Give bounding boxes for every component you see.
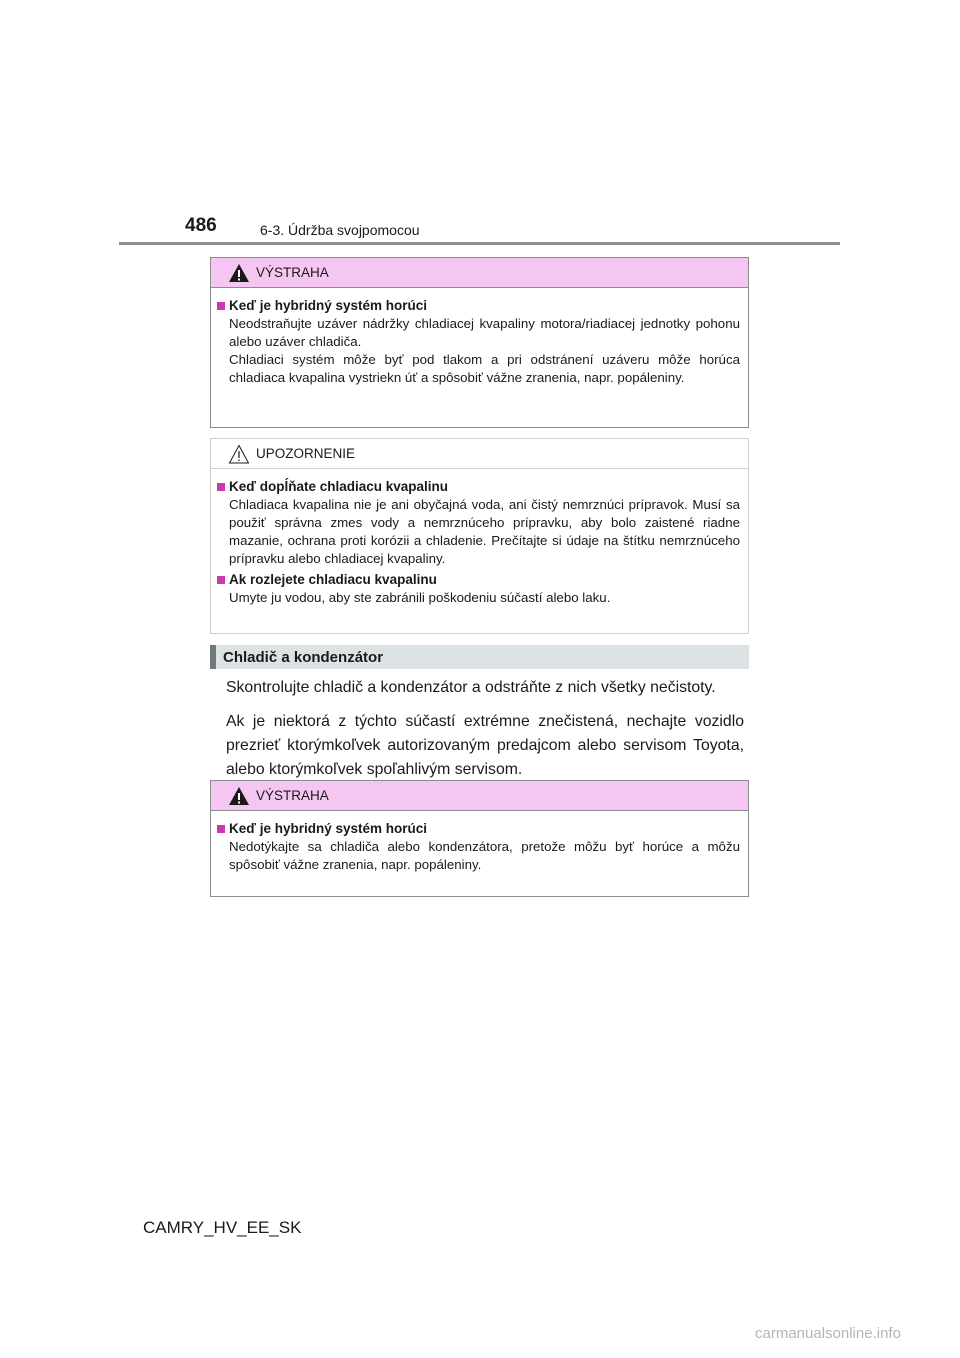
caution-box-coolant [210, 438, 749, 634]
warning-box-header [211, 258, 748, 288]
warning-label: VÝSTRAHA [256, 265, 329, 280]
item-text: Chladiaci systém môže byť pod tlakom a pri odstránení uzáveru môže horúca chladiaca kvapalina vystriekn úť a spôsobiť vážne zranenia, napr. popáleniny. [229, 352, 740, 385]
section-title: 6-3. Údržba svojpomocou [260, 222, 420, 238]
item-title: Keď je hybridný systém horúci [217, 298, 740, 313]
item-text: Chladiaca kvapalina nie je ani obyčajná voda, ani čistý nemrznúci prípravok. Musí sa použiť správna zmes vody a nemrznúceho prípravku, aby bolo zaistené riadne mazanie, ochrana proti korózii a chladenie. Prečítajte si údaje na štítku nemrznúceho prípravku alebo chladiacej kvapaliny. [229, 497, 740, 566]
item-title: Keď dopĺňate chladiacu kvapalinu [217, 479, 740, 494]
item-text: Umyte ju vodou, aby ste zabránili poškodeniu súčastí alebo laku. [229, 590, 611, 605]
page-number: 486 [185, 215, 217, 236]
item-title: Keď je hybridný systém horúci [217, 821, 740, 836]
watermark: carmanualsonline.info [755, 1325, 901, 1342]
warning-box-radiator [210, 780, 749, 897]
warning-label: VÝSTRAHA [256, 788, 329, 803]
body-paragraph: Skontrolujte chladič a kondenzátor a odstráňte z nich všetky nečistoty. [226, 679, 716, 696]
square-bullet-icon [217, 483, 225, 491]
body-paragraph: Ak je niektorá z týchto súčastí extrémne znečistená, nechajte vozidlo prezrieť ktorýmkoľvek autorizovaným predajcom alebo servisom Toyota, alebo ktorýmkoľvek spoľahlivým servisom. [226, 713, 744, 778]
warning-triangle-icon [228, 786, 250, 806]
square-bullet-icon [217, 302, 225, 310]
footer-code: CAMRY_HV_EE_SK [143, 1218, 302, 1237]
caution-triangle-icon [228, 444, 250, 464]
section-heading: Chladič a kondenzátor [210, 645, 749, 669]
caution-label: UPOZORNENIE [256, 446, 356, 461]
item-text: Nedotýkajte sa chladiča alebo kondenzátora, pretože môžu byť horúce a môžu spôsobiť vážne zranenia, napr. popáleniny. [229, 839, 740, 872]
warning-box-header [211, 781, 748, 811]
item-text: Neodstraňujte uzáver nádržky chladiacej kvapaliny motora/riadiacej jednotky pohonu alebo uzáver chladiča. [229, 316, 740, 349]
warning-box-hot-system [210, 257, 749, 428]
square-bullet-icon [217, 576, 225, 584]
item-title: Ak rozlejete chladiacu kvapalinu [217, 572, 740, 587]
caution-box-header [211, 439, 748, 469]
square-bullet-icon [217, 825, 225, 833]
header-rule [119, 242, 840, 245]
warning-triangle-icon [228, 263, 250, 283]
